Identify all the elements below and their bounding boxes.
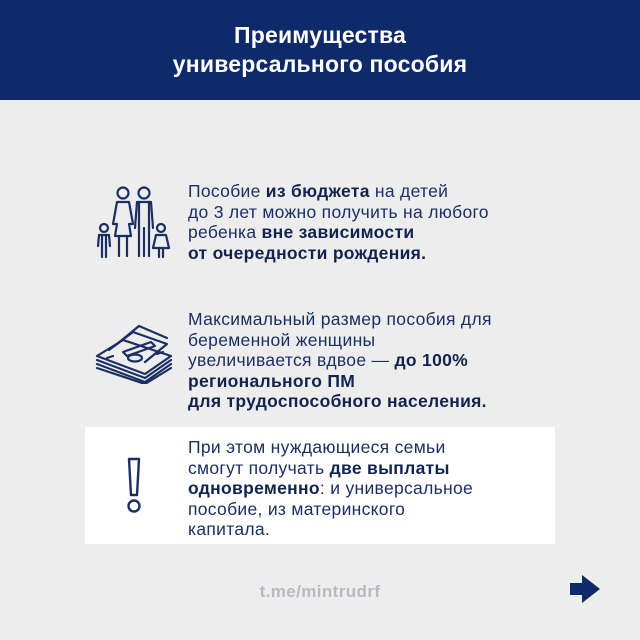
text-line — [188, 519, 473, 540]
text-line — [188, 202, 489, 223]
bold-text: две выплаты — [329, 457, 450, 478]
benefit-text-budget — [188, 181, 489, 263]
page-title-line-2: универсального пособия — [172, 51, 468, 77]
text-line — [188, 243, 489, 264]
bold-text: от очередности рождения. — [188, 242, 427, 263]
text-line — [188, 181, 489, 202]
page-title-line-1: Преимущества — [234, 22, 406, 48]
money-stack-icon — [93, 322, 175, 384]
text-segment: ребенка — [188, 222, 262, 242]
bold-text: регионального ПМ — [188, 370, 356, 391]
arrow-right-icon[interactable] — [570, 575, 600, 603]
text-segment: Пособие — [188, 181, 266, 201]
text-segment: При этом нуждающиеся семьи — [188, 437, 446, 457]
text-segment: : и универсальное — [319, 478, 474, 498]
bold-text: для трудоспособного населения. — [188, 391, 487, 411]
text-segment: пособие, из материнского — [188, 498, 406, 519]
exclamation-icon — [123, 457, 145, 515]
text-segment: Максимальный размер пособия для — [188, 309, 492, 329]
text-line — [188, 330, 492, 351]
text-line — [188, 478, 473, 499]
benefit-text-two-payments — [188, 437, 473, 540]
text-line — [188, 458, 473, 479]
text-line — [188, 391, 492, 412]
bold-text: до 100% — [394, 350, 469, 370]
text-line — [188, 499, 473, 520]
text-segment: до 3 лет можно получить на любого — [188, 201, 489, 222]
text-line — [188, 309, 492, 330]
benefit-text-pregnant — [188, 309, 492, 412]
header-banner — [0, 0, 640, 100]
family-icon — [93, 184, 173, 260]
bold-text: одновременно — [188, 478, 320, 498]
text-segment: смогут получать — [188, 457, 330, 478]
text-segment: увеличивается вдвое — — [188, 350, 395, 370]
text-segment: капитала. — [188, 519, 271, 539]
text-segment: на детей — [369, 181, 449, 201]
bold-text: из бюджета — [265, 181, 370, 201]
text-line — [188, 222, 489, 243]
text-line — [188, 371, 492, 392]
text-line — [188, 350, 492, 371]
text-line — [188, 437, 473, 458]
bold-text: вне зависимости — [261, 222, 415, 242]
text-segment: беременной женщины — [188, 329, 376, 350]
telegram-link[interactable]: t.me/mintrudrf — [259, 582, 381, 601]
